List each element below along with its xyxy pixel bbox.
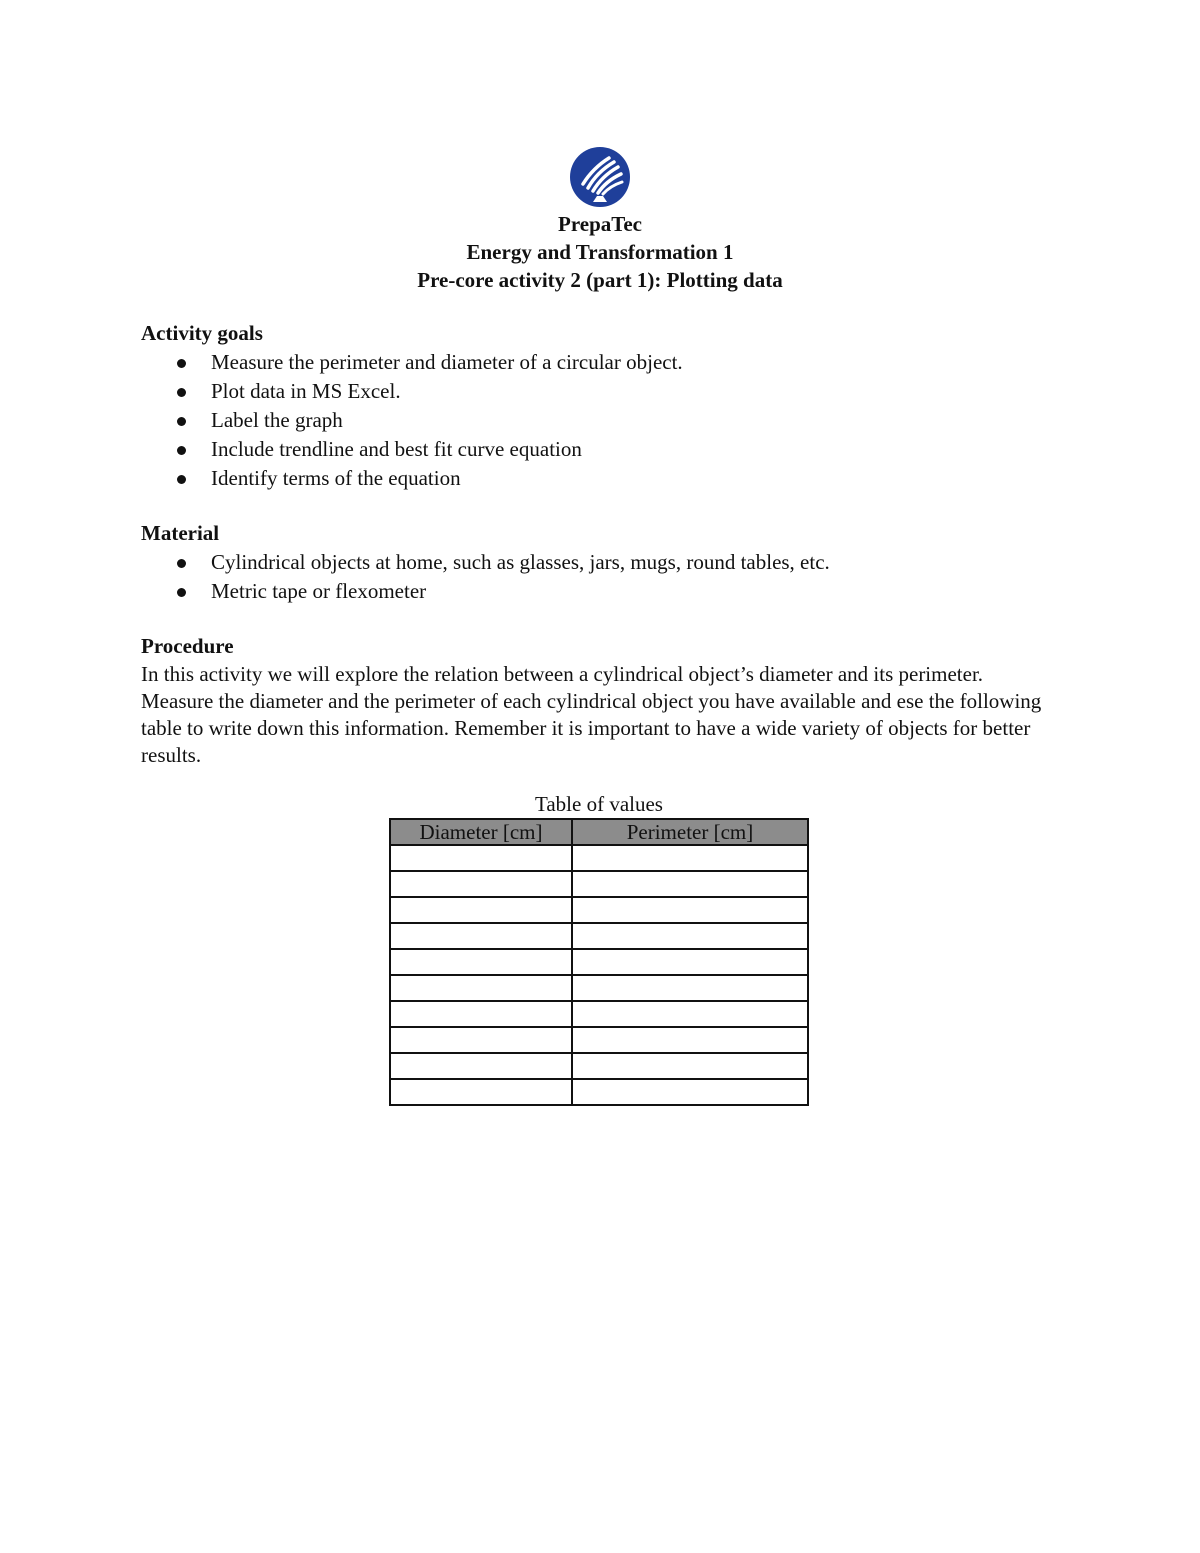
list-item: Cylindrical objects at home, such as glasses, jars, mugs, round tables, etc.: [141, 548, 1061, 577]
table-row: [390, 1001, 808, 1027]
course-title: Energy and Transformation 1: [466, 240, 734, 264]
table-row: [390, 897, 808, 923]
diameter-cell[interactable]: [390, 871, 572, 897]
table-row: [390, 949, 808, 975]
perimeter-cell[interactable]: [572, 923, 808, 949]
table-row: [390, 871, 808, 897]
list-item: Identify terms of the equation: [141, 464, 1061, 493]
goals-title: Activity goals: [141, 321, 263, 345]
tec-flame-logo-icon: [569, 146, 631, 208]
bullet-icon: [177, 388, 186, 397]
table-row: [390, 1053, 808, 1079]
list-item: Metric tape or flexometer: [141, 577, 1061, 606]
list-item: Plot data in MS Excel.: [141, 377, 1061, 406]
diameter-cell[interactable]: [390, 949, 572, 975]
table-row: [390, 1079, 808, 1105]
table-caption: Table of values: [535, 792, 663, 816]
list-item: Measure the perimeter and diameter of a circular object.: [141, 348, 1061, 377]
table-header-row: [390, 819, 808, 845]
table-row: [390, 1027, 808, 1053]
diameter-cell[interactable]: [390, 923, 572, 949]
perimeter-cell[interactable]: [572, 1027, 808, 1053]
diameter-cell[interactable]: [390, 1001, 572, 1027]
org-name: PrepaTec: [558, 212, 642, 236]
procedure-text: In this activity we will explore the relation between a cylindrical object’s diameter and its perimeter. Measure the diameter and the perimeter of each cylindrical object you have available and ese the following table to write down this information. Remember it is important to have a wide variety of objects for better results.: [141, 662, 1042, 767]
perimeter-cell[interactable]: [572, 1079, 808, 1105]
diameter-cell[interactable]: [390, 975, 572, 1001]
diameter-column-header: Diameter [cm]: [390, 819, 572, 845]
diameter-cell[interactable]: [390, 897, 572, 923]
activity-title: Pre-core activity 2 (part 1): Plotting data: [417, 268, 783, 292]
perimeter-column-header: Perimeter [cm]: [572, 819, 808, 845]
bullet-icon: [177, 588, 186, 597]
perimeter-cell[interactable]: [572, 871, 808, 897]
diameter-cell[interactable]: [390, 845, 572, 871]
bullet-icon: [177, 417, 186, 426]
material-title: Material: [141, 521, 220, 545]
material-list: [141, 548, 1061, 606]
procedure-title: Procedure: [141, 634, 234, 658]
bullet-icon: [177, 446, 186, 455]
perimeter-cell[interactable]: [572, 949, 808, 975]
diameter-cell[interactable]: [390, 1053, 572, 1079]
table-row: [390, 845, 808, 871]
table-row: [390, 923, 808, 949]
perimeter-cell[interactable]: [572, 845, 808, 871]
perimeter-cell[interactable]: [572, 897, 808, 923]
table-row: [390, 975, 808, 1001]
document-header: [0, 210, 1200, 294]
perimeter-cell[interactable]: [572, 1053, 808, 1079]
goals-list: [141, 348, 1061, 493]
list-item: Include trendline and best fit curve equation: [141, 435, 1061, 464]
values-table-block: [389, 790, 809, 1106]
bullet-icon: [177, 475, 186, 484]
diameter-cell[interactable]: [390, 1027, 572, 1053]
perimeter-cell[interactable]: [572, 1001, 808, 1027]
bullet-icon: [177, 359, 186, 368]
document-body: [141, 318, 1061, 769]
bullet-icon: [177, 559, 186, 568]
perimeter-cell[interactable]: [572, 975, 808, 1001]
list-item: Label the graph: [141, 406, 1061, 435]
values-table: [389, 818, 809, 1106]
diameter-cell[interactable]: [390, 1079, 572, 1105]
